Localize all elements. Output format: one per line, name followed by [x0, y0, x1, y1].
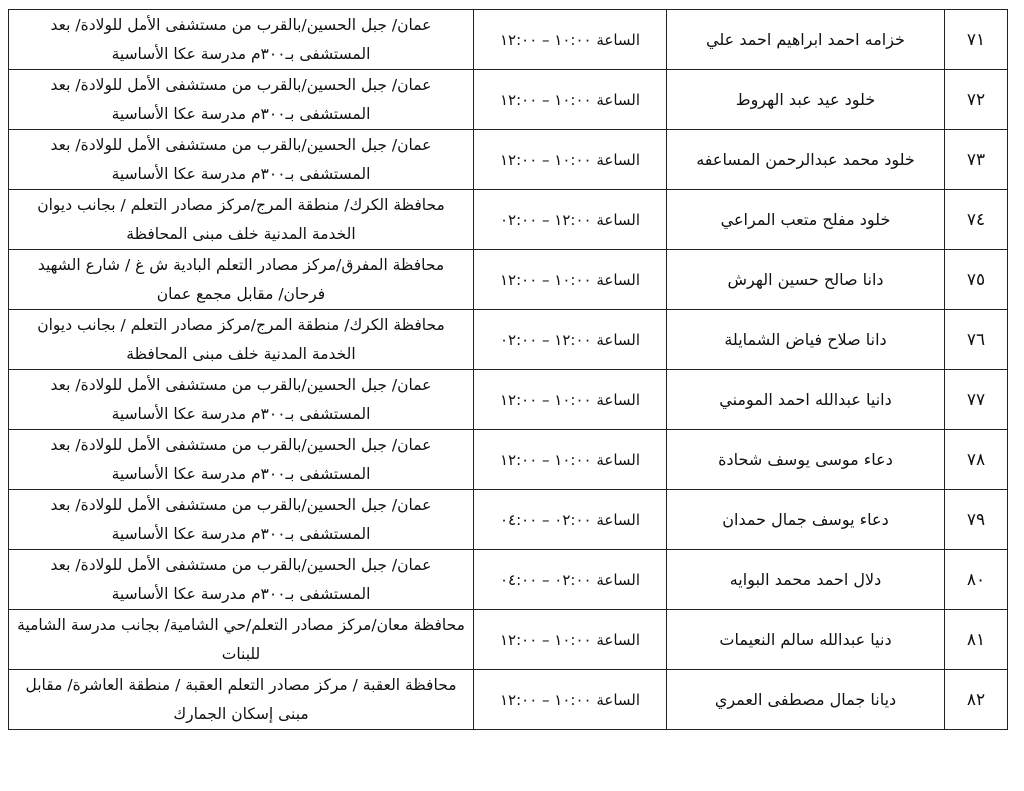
row-number: ٧٦ [945, 310, 1008, 370]
time-slot: الساعة ١٠:٠٠ – ١٢:٠٠ [474, 670, 667, 730]
time-slot: الساعة ١٢:٠٠ – ٠٢:٠٠ [474, 310, 667, 370]
location: عمان/ جبل الحسين/بالقرب من مستشفى الأمل للولادة/ بعد المستشفى بـ٣٠٠م مدرسة عكا الأساسية [9, 10, 474, 70]
table-row [9, 370, 1008, 430]
document-page [8, 9, 1008, 730]
time-slot: الساعة ٠٢:٠٠ – ٠٤:٠٠ [474, 490, 667, 550]
location: عمان/ جبل الحسين/بالقرب من مستشفى الأمل للولادة/ بعد المستشفى بـ٣٠٠م مدرسة عكا الأساسية [9, 430, 474, 490]
location: محافظة العقبة / مركز مصادر التعلم العقبة / منطقة العاشرة/ مقابل مبنى إسكان الجمارك [9, 670, 474, 730]
location: عمان/ جبل الحسين/بالقرب من مستشفى الأمل للولادة/ بعد المستشفى بـ٣٠٠م مدرسة عكا الأساسية [9, 130, 474, 190]
row-number: ٧٣ [945, 130, 1008, 190]
table-row [9, 430, 1008, 490]
location: عمان/ جبل الحسين/بالقرب من مستشفى الأمل للولادة/ بعد المستشفى بـ٣٠٠م مدرسة عكا الأساسية [9, 70, 474, 130]
person-name: ديانا جمال مصطفى العمري [667, 670, 945, 730]
roster-table [8, 9, 1008, 730]
person-name: دلال احمد محمد البوايه [667, 550, 945, 610]
time-slot: الساعة ٠٢:٠٠ – ٠٤:٠٠ [474, 550, 667, 610]
row-number: ٧٩ [945, 490, 1008, 550]
time-slot: الساعة ١٠:٠٠ – ١٢:٠٠ [474, 10, 667, 70]
row-number: ٧٨ [945, 430, 1008, 490]
row-number: ٨١ [945, 610, 1008, 670]
person-name: خلود عيد عبد الهروط [667, 70, 945, 130]
table-row [9, 70, 1008, 130]
table-row [9, 190, 1008, 250]
location: محافظة الكرك/ منطقة المرج/مركز مصادر التعلم / بجانب ديوان الخدمة المدنية خلف مبنى المحافظة [9, 190, 474, 250]
location: محافظة المفرق/مركز مصادر التعلم البادية ش غ / شارع الشهيد فرحان/ مقابل مجمع عمان [9, 250, 474, 310]
table-row [9, 310, 1008, 370]
table-row [9, 490, 1008, 550]
row-number: ٧٧ [945, 370, 1008, 430]
person-name: دانا صلاح فياض الشمايلة [667, 310, 945, 370]
person-name: دانا صالح حسين الهرش [667, 250, 945, 310]
row-number: ٧٤ [945, 190, 1008, 250]
person-name: خلود محمد عبدالرحمن المساعفه [667, 130, 945, 190]
table-row [9, 670, 1008, 730]
person-name: دنيا عبدالله سالم النعيمات [667, 610, 945, 670]
time-slot: الساعة ١٠:٠٠ – ١٢:٠٠ [474, 370, 667, 430]
time-slot: الساعة ١٠:٠٠ – ١٢:٠٠ [474, 70, 667, 130]
table-row [9, 10, 1008, 70]
person-name: خلود مفلح متعب المراعي [667, 190, 945, 250]
time-slot: الساعة ١٠:٠٠ – ١٢:٠٠ [474, 250, 667, 310]
table-row [9, 610, 1008, 670]
location: عمان/ جبل الحسين/بالقرب من مستشفى الأمل للولادة/ بعد المستشفى بـ٣٠٠م مدرسة عكا الأساسية [9, 370, 474, 430]
table-row [9, 550, 1008, 610]
row-number: ٧١ [945, 10, 1008, 70]
location: عمان/ جبل الحسين/بالقرب من مستشفى الأمل للولادة/ بعد المستشفى بـ٣٠٠م مدرسة عكا الأساسية [9, 550, 474, 610]
person-name: دانيا عبدالله احمد المومني [667, 370, 945, 430]
table-row [9, 130, 1008, 190]
row-number: ٧٥ [945, 250, 1008, 310]
time-slot: الساعة ١٠:٠٠ – ١٢:٠٠ [474, 130, 667, 190]
row-number: ٨٢ [945, 670, 1008, 730]
table-row [9, 250, 1008, 310]
location: محافظة الكرك/ منطقة المرج/مركز مصادر التعلم / بجانب ديوان الخدمة المدنية خلف مبنى المحافظة [9, 310, 474, 370]
person-name: دعاء يوسف جمال حمدان [667, 490, 945, 550]
time-slot: الساعة ١٠:٠٠ – ١٢:٠٠ [474, 610, 667, 670]
person-name: خزامه احمد ابراهيم احمد علي [667, 10, 945, 70]
row-number: ٨٠ [945, 550, 1008, 610]
time-slot: الساعة ١٠:٠٠ – ١٢:٠٠ [474, 430, 667, 490]
location: محافظة معان/مركز مصادر التعلم/حي الشامية/ بجانب مدرسة الشامية للبنات [9, 610, 474, 670]
roster-body [9, 10, 1008, 730]
row-number: ٧٢ [945, 70, 1008, 130]
time-slot: الساعة ١٢:٠٠ – ٠٢:٠٠ [474, 190, 667, 250]
location: عمان/ جبل الحسين/بالقرب من مستشفى الأمل للولادة/ بعد المستشفى بـ٣٠٠م مدرسة عكا الأساسية [9, 490, 474, 550]
person-name: دعاء موسى يوسف شحادة [667, 430, 945, 490]
